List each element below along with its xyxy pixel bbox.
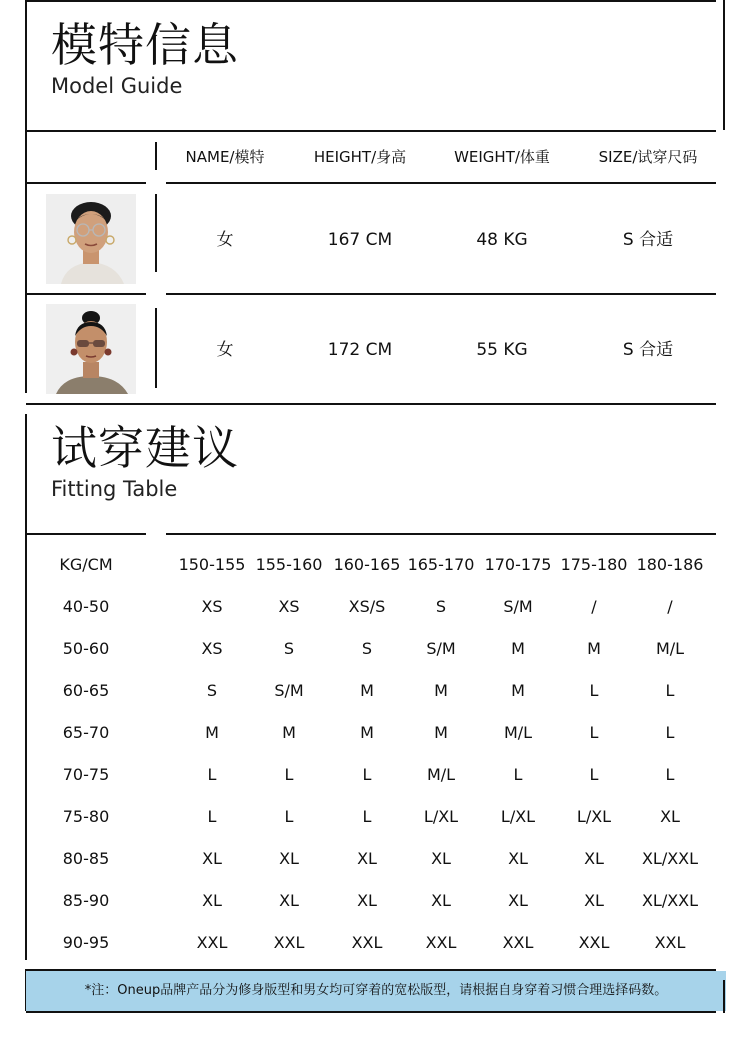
footer-note-banner xyxy=(26,971,726,1011)
size-cell: XL xyxy=(431,891,451,910)
size-cell: XL xyxy=(508,891,528,910)
size-cell: L xyxy=(362,765,372,784)
row-1-size: S 合适 xyxy=(622,230,674,250)
row-divider-2-right xyxy=(166,293,716,295)
size-cell: L xyxy=(665,723,675,742)
row-2-name: 女 xyxy=(216,340,234,360)
size-cell: XL xyxy=(202,891,222,910)
height-range-header: 170-175 xyxy=(484,555,552,574)
fitting-right-divider xyxy=(166,533,716,535)
size-cell: L xyxy=(589,723,599,742)
weight-range-label: 40-50 xyxy=(62,597,110,616)
size-cell: M xyxy=(205,723,219,742)
size-cell: L/XL xyxy=(576,807,612,826)
size-cell: S xyxy=(283,639,295,658)
size-cell: L xyxy=(362,807,372,826)
size-cell: XL/XXL xyxy=(641,891,699,910)
size-cell: XL xyxy=(357,849,377,868)
size-cell: XL xyxy=(584,849,604,868)
size-cell: M/L xyxy=(426,765,456,784)
size-cell: XL xyxy=(431,849,451,868)
model-photo-2 xyxy=(46,304,136,394)
size-cell: M xyxy=(587,639,601,658)
size-cell: M/L xyxy=(655,639,685,658)
section-divider xyxy=(26,403,716,405)
size-cell: L xyxy=(665,681,675,700)
row-1-weight: 48 KG xyxy=(476,230,528,250)
weight-range-label: 90-95 xyxy=(62,933,110,952)
size-cell: L xyxy=(513,765,523,784)
weight-range-label: 65-70 xyxy=(62,723,110,742)
header-weight: WEIGHT/体重 xyxy=(454,148,550,166)
note-bottom-line xyxy=(26,1011,716,1013)
header-height: HEIGHT/身高 xyxy=(313,148,407,166)
left-border-top xyxy=(25,0,27,393)
size-cell: XS xyxy=(278,597,300,616)
row-2-size: S 合适 xyxy=(622,340,674,360)
row-divider-1-right xyxy=(166,182,716,184)
size-cell: XXL xyxy=(425,933,457,952)
height-range-header: 165-170 xyxy=(407,555,475,574)
size-cell: S/M xyxy=(274,681,304,700)
height-range-header: 175-180 xyxy=(560,555,628,574)
size-cell: L xyxy=(207,765,217,784)
size-cell: S/M xyxy=(503,597,533,616)
size-cell: XS xyxy=(201,597,223,616)
model-guide-title-cn: 模特信息 xyxy=(51,18,239,72)
fitting-table-title-en: Fitting Table xyxy=(51,477,178,501)
row-divider-1-left xyxy=(26,182,146,184)
size-cell: S xyxy=(206,681,218,700)
weight-range-label: 70-75 xyxy=(62,765,110,784)
size-cell: L xyxy=(284,807,294,826)
size-cell: M xyxy=(360,723,374,742)
size-cell: XL xyxy=(279,849,299,868)
top-border xyxy=(26,0,716,2)
size-cell: XS xyxy=(201,639,223,658)
size-cell: M xyxy=(434,723,448,742)
row-1-height: 167 CM xyxy=(327,230,393,250)
size-cell: XL xyxy=(202,849,222,868)
size-cell: L xyxy=(589,765,599,784)
weight-range-label: 80-85 xyxy=(62,849,110,868)
height-range-header: 180-186 xyxy=(636,555,704,574)
size-cell: XL/XXL xyxy=(641,849,699,868)
row-2-height: 172 CM xyxy=(327,340,393,360)
size-cell: M xyxy=(282,723,296,742)
col-divider-header xyxy=(155,142,157,170)
model-guide-title-en: Model Guide xyxy=(51,74,183,98)
header-divider xyxy=(26,130,716,132)
size-cell: XL xyxy=(584,891,604,910)
fitting-table-title-cn: 试穿建议 xyxy=(51,421,239,475)
header-size: SIZE/试穿尺码 xyxy=(598,148,698,166)
size-cell: XL xyxy=(508,849,528,868)
size-cell: / xyxy=(591,597,597,616)
left-border-bottom xyxy=(25,414,27,960)
size-cell: XL xyxy=(357,891,377,910)
size-cell: XXL xyxy=(578,933,610,952)
weight-range-label: 50-60 xyxy=(62,639,110,658)
size-cell: L/XL xyxy=(500,807,536,826)
size-cell: XXL xyxy=(654,933,686,952)
size-cell: XXL xyxy=(351,933,383,952)
size-cell: S xyxy=(361,639,373,658)
weight-range-label: 85-90 xyxy=(62,891,110,910)
size-cell: XXL xyxy=(273,933,305,952)
height-range-header: 150-155 xyxy=(178,555,246,574)
right-border-top xyxy=(723,0,725,130)
weight-range-label: 75-80 xyxy=(62,807,110,826)
size-cell: / xyxy=(667,597,673,616)
size-cell: L xyxy=(665,765,675,784)
row-divider-2-left xyxy=(26,293,146,295)
col-divider-row-2 xyxy=(155,308,157,388)
size-cell: XS/S xyxy=(348,597,386,616)
fitting-corner-label: KG/CM xyxy=(59,555,113,574)
size-cell: M xyxy=(360,681,374,700)
size-cell: XL xyxy=(279,891,299,910)
col-divider-row-1 xyxy=(155,194,157,272)
fitting-left-divider xyxy=(26,533,146,535)
row-1-name: 女 xyxy=(216,230,234,250)
size-cell: XXL xyxy=(196,933,228,952)
size-cell: M xyxy=(511,639,525,658)
height-range-header: 155-160 xyxy=(255,555,323,574)
model-photo-1 xyxy=(46,194,136,284)
size-cell: L/XL xyxy=(423,807,459,826)
weight-range-label: 60-65 xyxy=(62,681,110,700)
size-cell: L xyxy=(284,765,294,784)
row-2-weight: 55 KG xyxy=(476,340,528,360)
size-cell: L xyxy=(589,681,599,700)
right-border-bottom xyxy=(723,980,725,1013)
size-cell: M/L xyxy=(503,723,533,742)
header-name: NAME/模特 xyxy=(185,148,265,166)
size-cell: L xyxy=(207,807,217,826)
footer-note-text: *注：Oneup品牌产品分为修身版型和男女均可穿着的宽松版型，请根据自身穿着习惯合理选择码数。 xyxy=(84,983,668,998)
height-range-header: 160-165 xyxy=(333,555,401,574)
size-cell: M xyxy=(434,681,448,700)
size-cell: S/M xyxy=(426,639,456,658)
size-cell: M xyxy=(511,681,525,700)
size-cell: XL xyxy=(660,807,680,826)
size-cell: XXL xyxy=(502,933,534,952)
size-cell: S xyxy=(435,597,447,616)
